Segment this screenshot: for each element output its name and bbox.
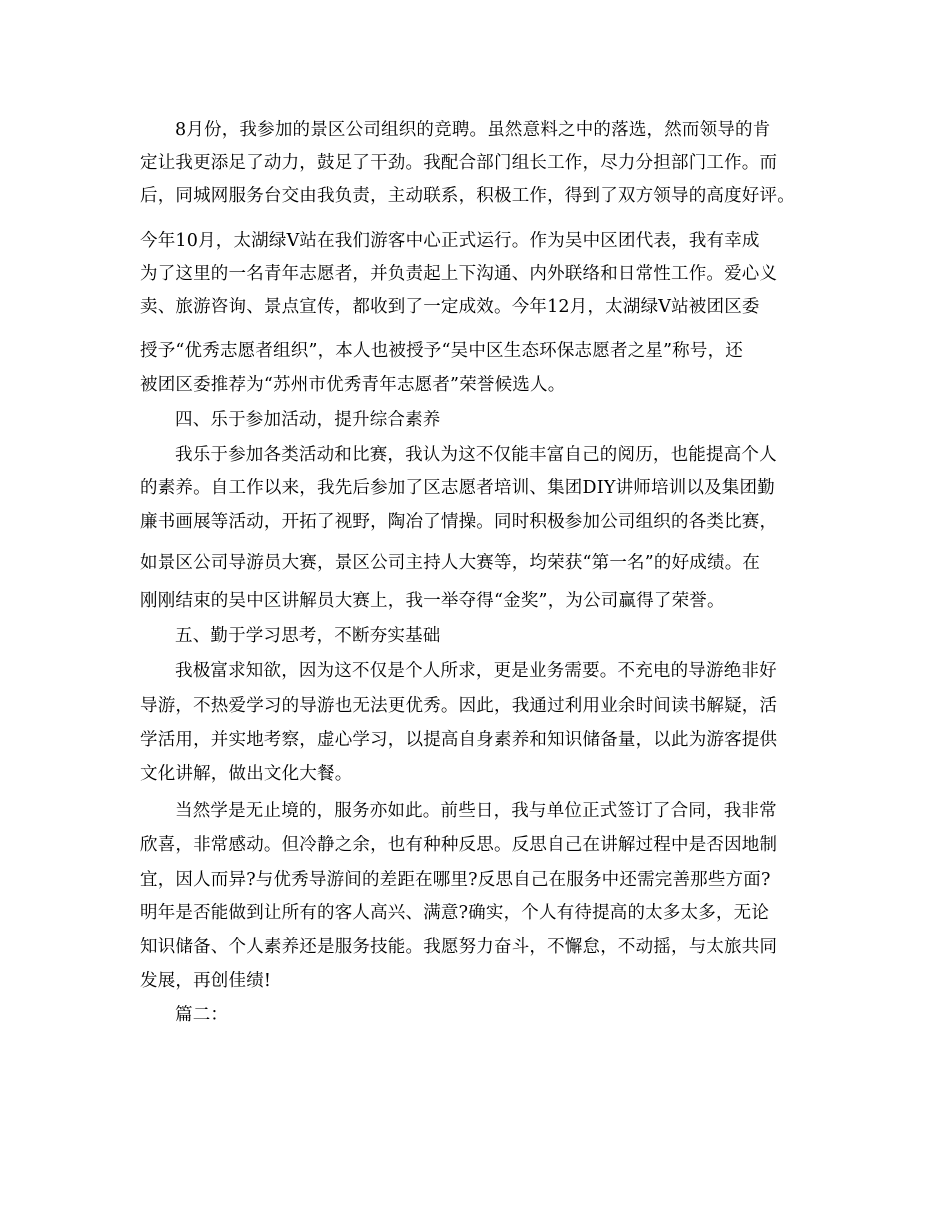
paragraph-line: 我乐于参加各类活动和比赛，我认为这不仅能丰富自己的阅历，也能提高个人 <box>175 445 777 465</box>
section-heading: 篇二： <box>175 1005 229 1025</box>
paragraph-line: 明年是否能做到让所有的客人高兴、满意?确实，个人有待提高的太多太多，无论 <box>140 903 770 923</box>
paragraph-line: 文化讲解，做出文化大餐。 <box>140 764 353 784</box>
paragraph-line: 廉书画展等活动，开拓了视野，陶冶了情操。同时积极参加公司组织的各类比赛， <box>140 512 778 532</box>
paragraph-line: 今年10月，太湖绿V站在我们游客中心正式运行。作为吴中区团代表，我有幸成 <box>140 231 760 251</box>
paragraph-line: 知识储备、个人素养还是服务技能。我愿努力奋斗，不懈怠，不动摇，与太旅共同 <box>140 937 778 957</box>
paragraph-line: 8月份，我参加的景区公司组织的竞聘。虽然意料之中的落选，然而领导的肯 <box>175 120 771 140</box>
section-heading: 四、乐于参加活动，提升综合素养 <box>175 410 441 430</box>
paragraph-line: 后，同城网服务台交由我负责，主动联系，积极工作，得到了双方领导的高度好评。 <box>140 186 795 206</box>
paragraph-line: 定让我更添足了动力，鼓足了干劲。我配合部门组长工作，尽力分担部门工作。而 <box>140 153 778 173</box>
paragraph-line: 卖、旅游咨询、景点宣传，都收到了一定成效。今年12月，太湖绿V站被团区委 <box>140 297 760 317</box>
paragraph-line: 被团区委推荐为“苏州市优秀青年志愿者”荣誉候选人。 <box>140 375 566 395</box>
paragraph-line: 如景区公司导游员大赛，景区公司主持人大赛等，均荣获“第一名”的好成绩。在 <box>140 553 761 573</box>
paragraph-line: 发展，再创佳绩! <box>140 971 272 991</box>
paragraph-line: 授予“优秀志愿者组织”，本人也被授予“吴中区生态环保志愿者之星”称号，还 <box>140 341 743 361</box>
paragraph-line: 欣喜，非常感动。但冷静之余，也有种种反思。反思自己在讲解过程中是否因地制 <box>140 835 778 855</box>
paragraph-line: 导游，不热爱学习的导游也无法更优秀。因此，我通过利用业余时间读书解疑，活 <box>140 696 778 716</box>
paragraph-line: 的素养。自工作以来，我先后参加了区志愿者培训、集团DIY讲师培训以及集团勤 <box>140 478 775 498</box>
paragraph-line: 当然学是无止境的，服务亦如此。前些日，我与单位正式签订了合同，我非常 <box>175 801 777 821</box>
paragraph-line: 为了这里的一名青年志愿者，并负责起上下沟通、内外联络和日常性工作。爱心义 <box>140 264 778 284</box>
paragraph-line: 宜，因人而异?与优秀导游间的差距在哪里?反思自己在服务中还需完善那些方面? <box>140 870 771 890</box>
paragraph-line: 学活用，并实地考察，虚心学习，以提高自身素养和知识储备量，以此为游客提供 <box>140 730 778 750</box>
paragraph-line: 我极富求知欲，因为这不仅是个人所求，更是业务需要。不充电的导游绝非好 <box>175 661 777 681</box>
paragraph-line: 刚刚结束的吴中区讲解员大赛上，我一举夺得“金奖”，为公司赢得了荣誉。 <box>140 591 725 611</box>
section-heading: 五、勤于学习思考，不断夯实基础 <box>175 626 441 646</box>
